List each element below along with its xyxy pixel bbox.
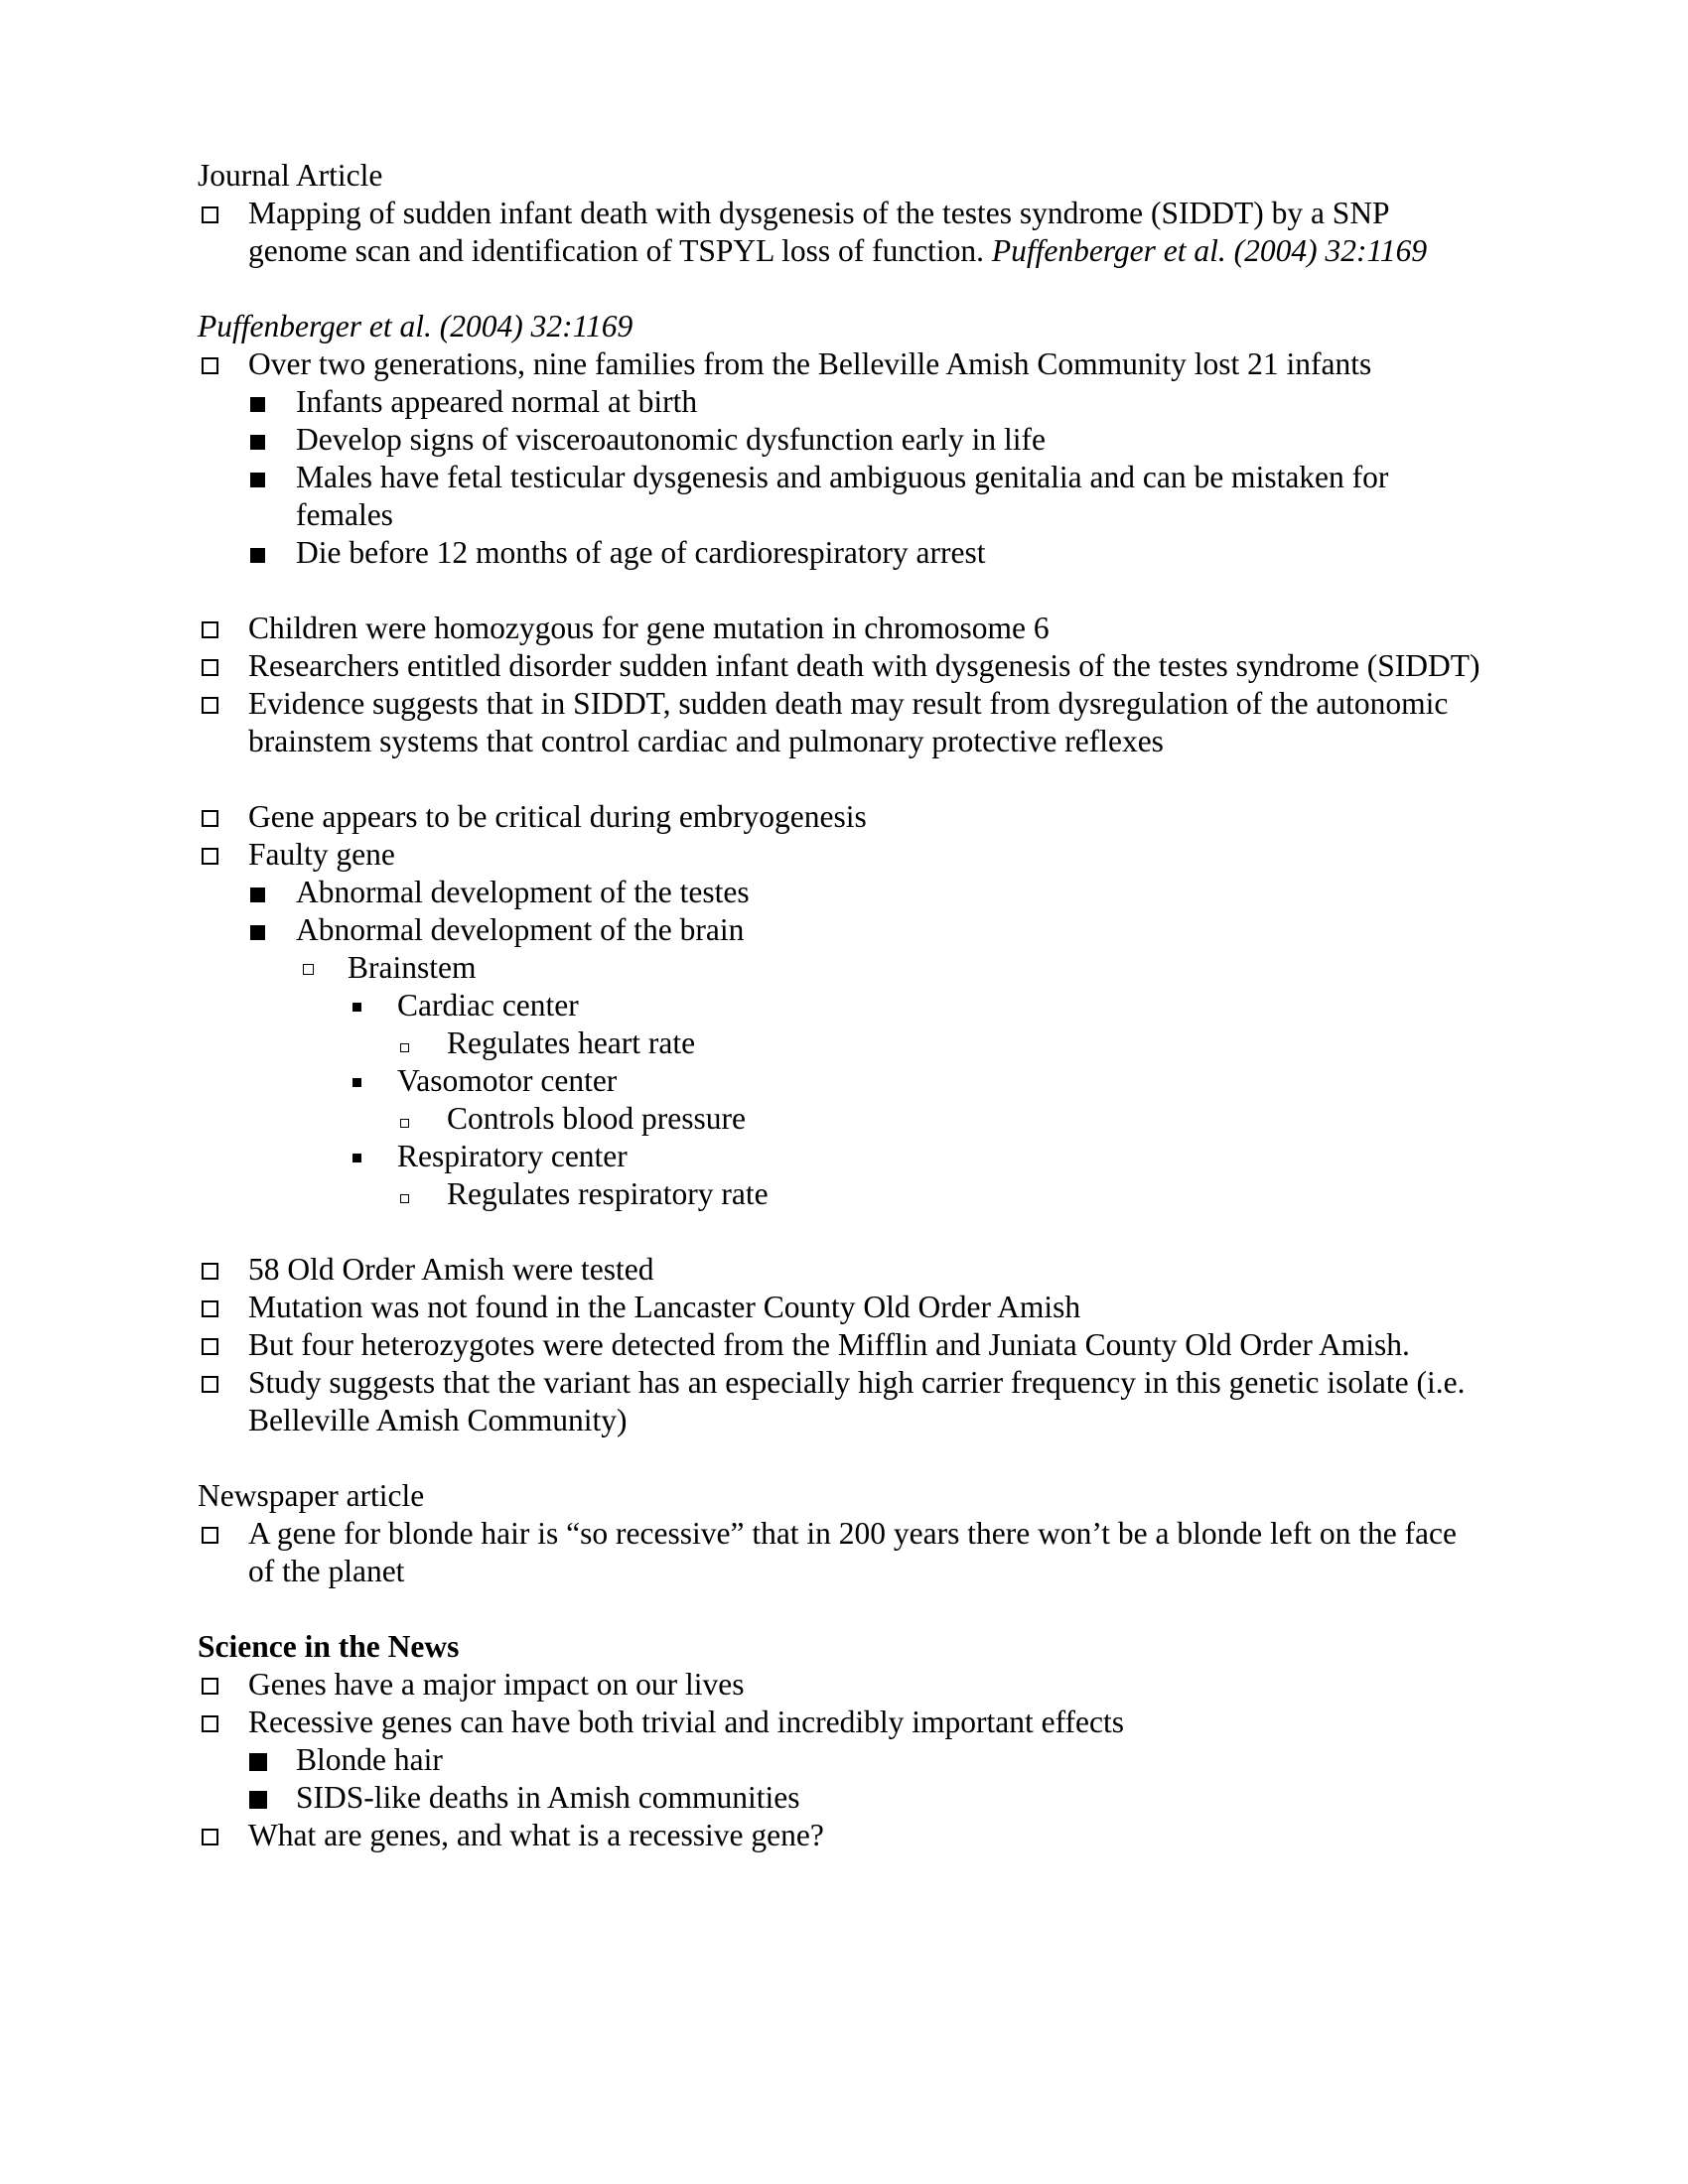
list-item [198,1251,1488,1289]
list-item-text: But four heterozygotes were detected from the Mifflin and Juniata County Old Order Amish. [248,1327,1410,1362]
list-item-text: Over two generations, nine families from the Belleville Amish Community lost 21 infants [248,346,1372,381]
list-item-text: Abnormal development of the brain [296,912,745,947]
list-item-text: Mutation was not found in the Lancaster County Old Order Amish [248,1290,1081,1324]
list-item [347,987,1488,1024]
document-content [198,157,1488,1854]
checkbox-bullet-icon [202,206,218,223]
list-item [198,1326,1488,1364]
list-item [198,685,1488,760]
list-item [198,836,1488,874]
list-item-text: Vasomotor center [397,1063,618,1098]
small-checkbox-bullet-icon [303,964,314,975]
list-item-text: What are genes, and what is a recessive gene? [248,1818,824,1852]
list-item-text: Regulates heart rate [447,1025,696,1060]
journal-article-title: Mapping of sudden infant death with dysgenesis of the testes syndrome (SIDDT) by a SNP genome scan and identification of TSPYL loss of function. [248,196,1389,268]
list-item-text: Gene appears to be critical during embryogenesis [248,799,867,834]
list-item [198,1666,1488,1704]
list-item [198,1515,1488,1590]
list-item [198,647,1488,685]
list-item-text: Genes have a major impact on our lives [248,1667,745,1702]
checkbox-bullet-icon [202,1263,218,1280]
list-item-text: Evidence suggests that in SIDDT, sudden death may result from dysregulation of the autonomic brainstem systems that control cardiac and pulmonary protective reflexes [248,686,1449,758]
list-item-text: Males have fetal testicular dysgenesis and ambiguous genitalia and can be mistaken for females [296,460,1389,532]
list-item-text: Abnormal development of the testes [296,875,750,909]
list-item-text: Researchers entitled disorder sudden infant death with dysgenesis of the testes syndrome (SIDDT) [248,648,1480,683]
square-bullet-icon [249,1753,267,1771]
list-item-text: Children were homozygous for gene mutation in chromosome 6 [248,611,1050,645]
list-item [245,911,1488,949]
list-item [347,1138,1488,1175]
square-bullet-icon [250,473,265,487]
list-item [245,459,1488,534]
checkbox-bullet-icon [202,1829,218,1845]
list-item [245,1741,1488,1779]
small-square-bullet-icon [352,1154,361,1162]
list-item-text: Controls blood pressure [447,1101,746,1136]
square-bullet-icon [250,397,265,412]
journal-article-heading: Journal Article [198,158,383,193]
square-bullet-icon [250,925,265,940]
journal-article-item [198,195,1488,270]
list-item [198,1364,1488,1439]
list-item-text: Brainstem [348,950,477,985]
list-item [347,1062,1488,1100]
list-item-text: Study suggests that the variant has an especially high carrier frequency in this genetic isolate (i.e. Belleville Amish Community) [248,1365,1466,1437]
checkbox-bullet-icon [202,659,218,676]
list-item-text: Infants appeared normal at birth [296,384,698,419]
list-item [198,798,1488,836]
list-item [396,1175,1488,1213]
square-bullet-icon [250,887,265,902]
list-item [245,874,1488,911]
list-item-text: Respiratory center [397,1139,628,1173]
list-item-text: Recessive genes can have both trivial and incredibly important effects [248,1705,1124,1739]
journal-article-citation: Puffenberger et al. (2004) 32:1169 [991,233,1428,268]
square-bullet-icon [249,1791,267,1809]
list-item-text: Develop signs of visceroautonomic dysfunction early in life [296,422,1046,457]
small-square-bullet-icon [352,1003,361,1012]
square-bullet-icon [250,435,265,450]
small-square-bullet-icon [352,1078,361,1087]
list-item-text: Faulty gene [248,837,395,872]
tiny-checkbox-bullet-icon [400,1119,409,1128]
checkbox-bullet-icon [202,621,218,638]
science-in-the-news-heading: Science in the News [198,1629,460,1664]
citation-heading: Puffenberger et al. (2004) 32:1169 [198,309,633,343]
checkbox-bullet-icon [202,848,218,865]
list-item [297,949,1488,987]
list-item [245,421,1488,459]
list-item-text: 58 Old Order Amish were tested [248,1252,654,1287]
checkbox-bullet-icon [202,1376,218,1393]
checkbox-bullet-icon [202,357,218,374]
list-item-text: A gene for blonde hair is “so recessive” that in 200 years there won’t be a blonde left on the face of the planet [248,1516,1457,1588]
square-bullet-icon [250,548,265,563]
list-item [245,383,1488,421]
list-item [198,1704,1488,1741]
checkbox-bullet-icon [202,1715,218,1732]
list-item [198,1289,1488,1326]
checkbox-bullet-icon [202,810,218,827]
list-item-text: Die before 12 months of age of cardiorespiratory arrest [296,535,986,570]
checkbox-bullet-icon [202,1338,218,1355]
checkbox-bullet-icon [202,1300,218,1317]
list-item [396,1100,1488,1138]
list-item-text: Cardiac center [397,988,579,1023]
checkbox-bullet-icon [202,1527,218,1544]
list-item [245,1779,1488,1817]
checkbox-bullet-icon [202,697,218,714]
list-item [396,1024,1488,1062]
list-item-text: Blonde hair [296,1742,443,1777]
list-item [198,1817,1488,1854]
checkbox-bullet-icon [202,1678,218,1695]
list-item-text: SIDS-like deaths in Amish communities [296,1780,800,1815]
newspaper-article-heading: Newspaper article [198,1478,425,1513]
list-item [245,534,1488,572]
list-item-text: Regulates respiratory rate [447,1176,769,1211]
list-item [198,345,1488,383]
list-item [198,610,1488,647]
tiny-checkbox-bullet-icon [400,1043,409,1052]
tiny-checkbox-bullet-icon [400,1194,409,1203]
